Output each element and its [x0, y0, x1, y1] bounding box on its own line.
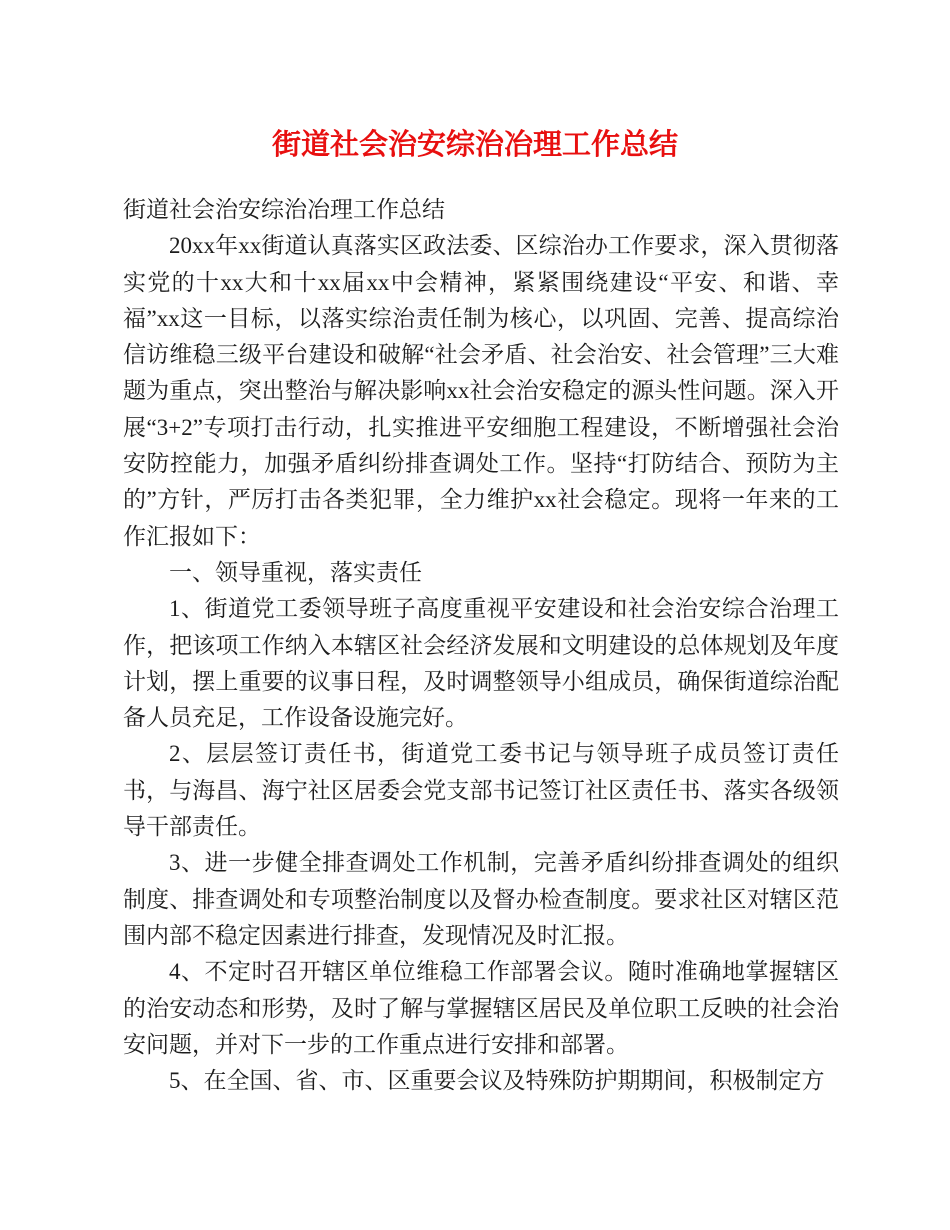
- paragraph: 一、领导重视，落实责任: [169, 559, 422, 585]
- document-body: [123, 192, 839, 1099]
- paragraph: 2、层层签订责任书，街道党工委书记与领导班子成员签订责任书，与海昌、海宁社区居委会党支部书记签订社区责任书、落实各级领导干部责任。: [123, 741, 839, 840]
- paragraph: 5、在全国、省、市、区重要会议及特殊防护期期间，积极制定方: [169, 1068, 825, 1094]
- paragraph: 4、不定时召开辖区单位维稳工作部署会议。随时准确地掌握辖区的治安动态和形势，及时了解与掌握辖区居民及单位职工反映的社会治安问题，并对下一步的工作重点进行安排和部署。: [123, 959, 839, 1057]
- paragraph: 20xx年xx街道认真落实区政法委、区综治办工作要求，深入贯彻落实党的十xx大和十xx届xx中会精神，紧紧围绕建设“平安、和谐、幸福”xx这一目标，以落实综治责任制为核心，以巩固、完善、提高综治信访维稳三级平台建设和破解“社会矛盾、社会治安、社会管理”三大难题为重点，突出整治与解决影响xx社会治安稳定的源头性问题。深入开展“3+2”专项打击行动，扎实推进平安细胞工程建设，不断增强社会治安防控能力，加强矛盾纠纷排查调处工作。坚持“打防结合、预防为主的”方针，严厉打击各类犯罪，全力维护xx社会稳定。现将一年来的工作汇报如下：: [123, 233, 839, 549]
- paragraph: 3、进一步健全排查调处工作机制，完善矛盾纠纷排查调处的组织制度、排查调处和专项整治制度以及督办检查制度。要求社区对辖区范围内部不稳定因素进行排查，发现情况及时汇报。: [123, 850, 839, 948]
- paragraph: 街道社会治安综治冶理工作总结: [123, 197, 445, 222]
- paragraph: 1、街道党工委领导班子高度重视平安建设和社会治安综合治理工作，把该项工作纳入本辖区社会经济发展和文明建设的总体规划及年度计划，摆上重要的议事日程，及时调整领导小组成员，确保街道综治配备人员充足，工作设备设施完好。: [123, 596, 839, 731]
- document-title: 街道社会治安综治冶理工作总结: [271, 129, 678, 161]
